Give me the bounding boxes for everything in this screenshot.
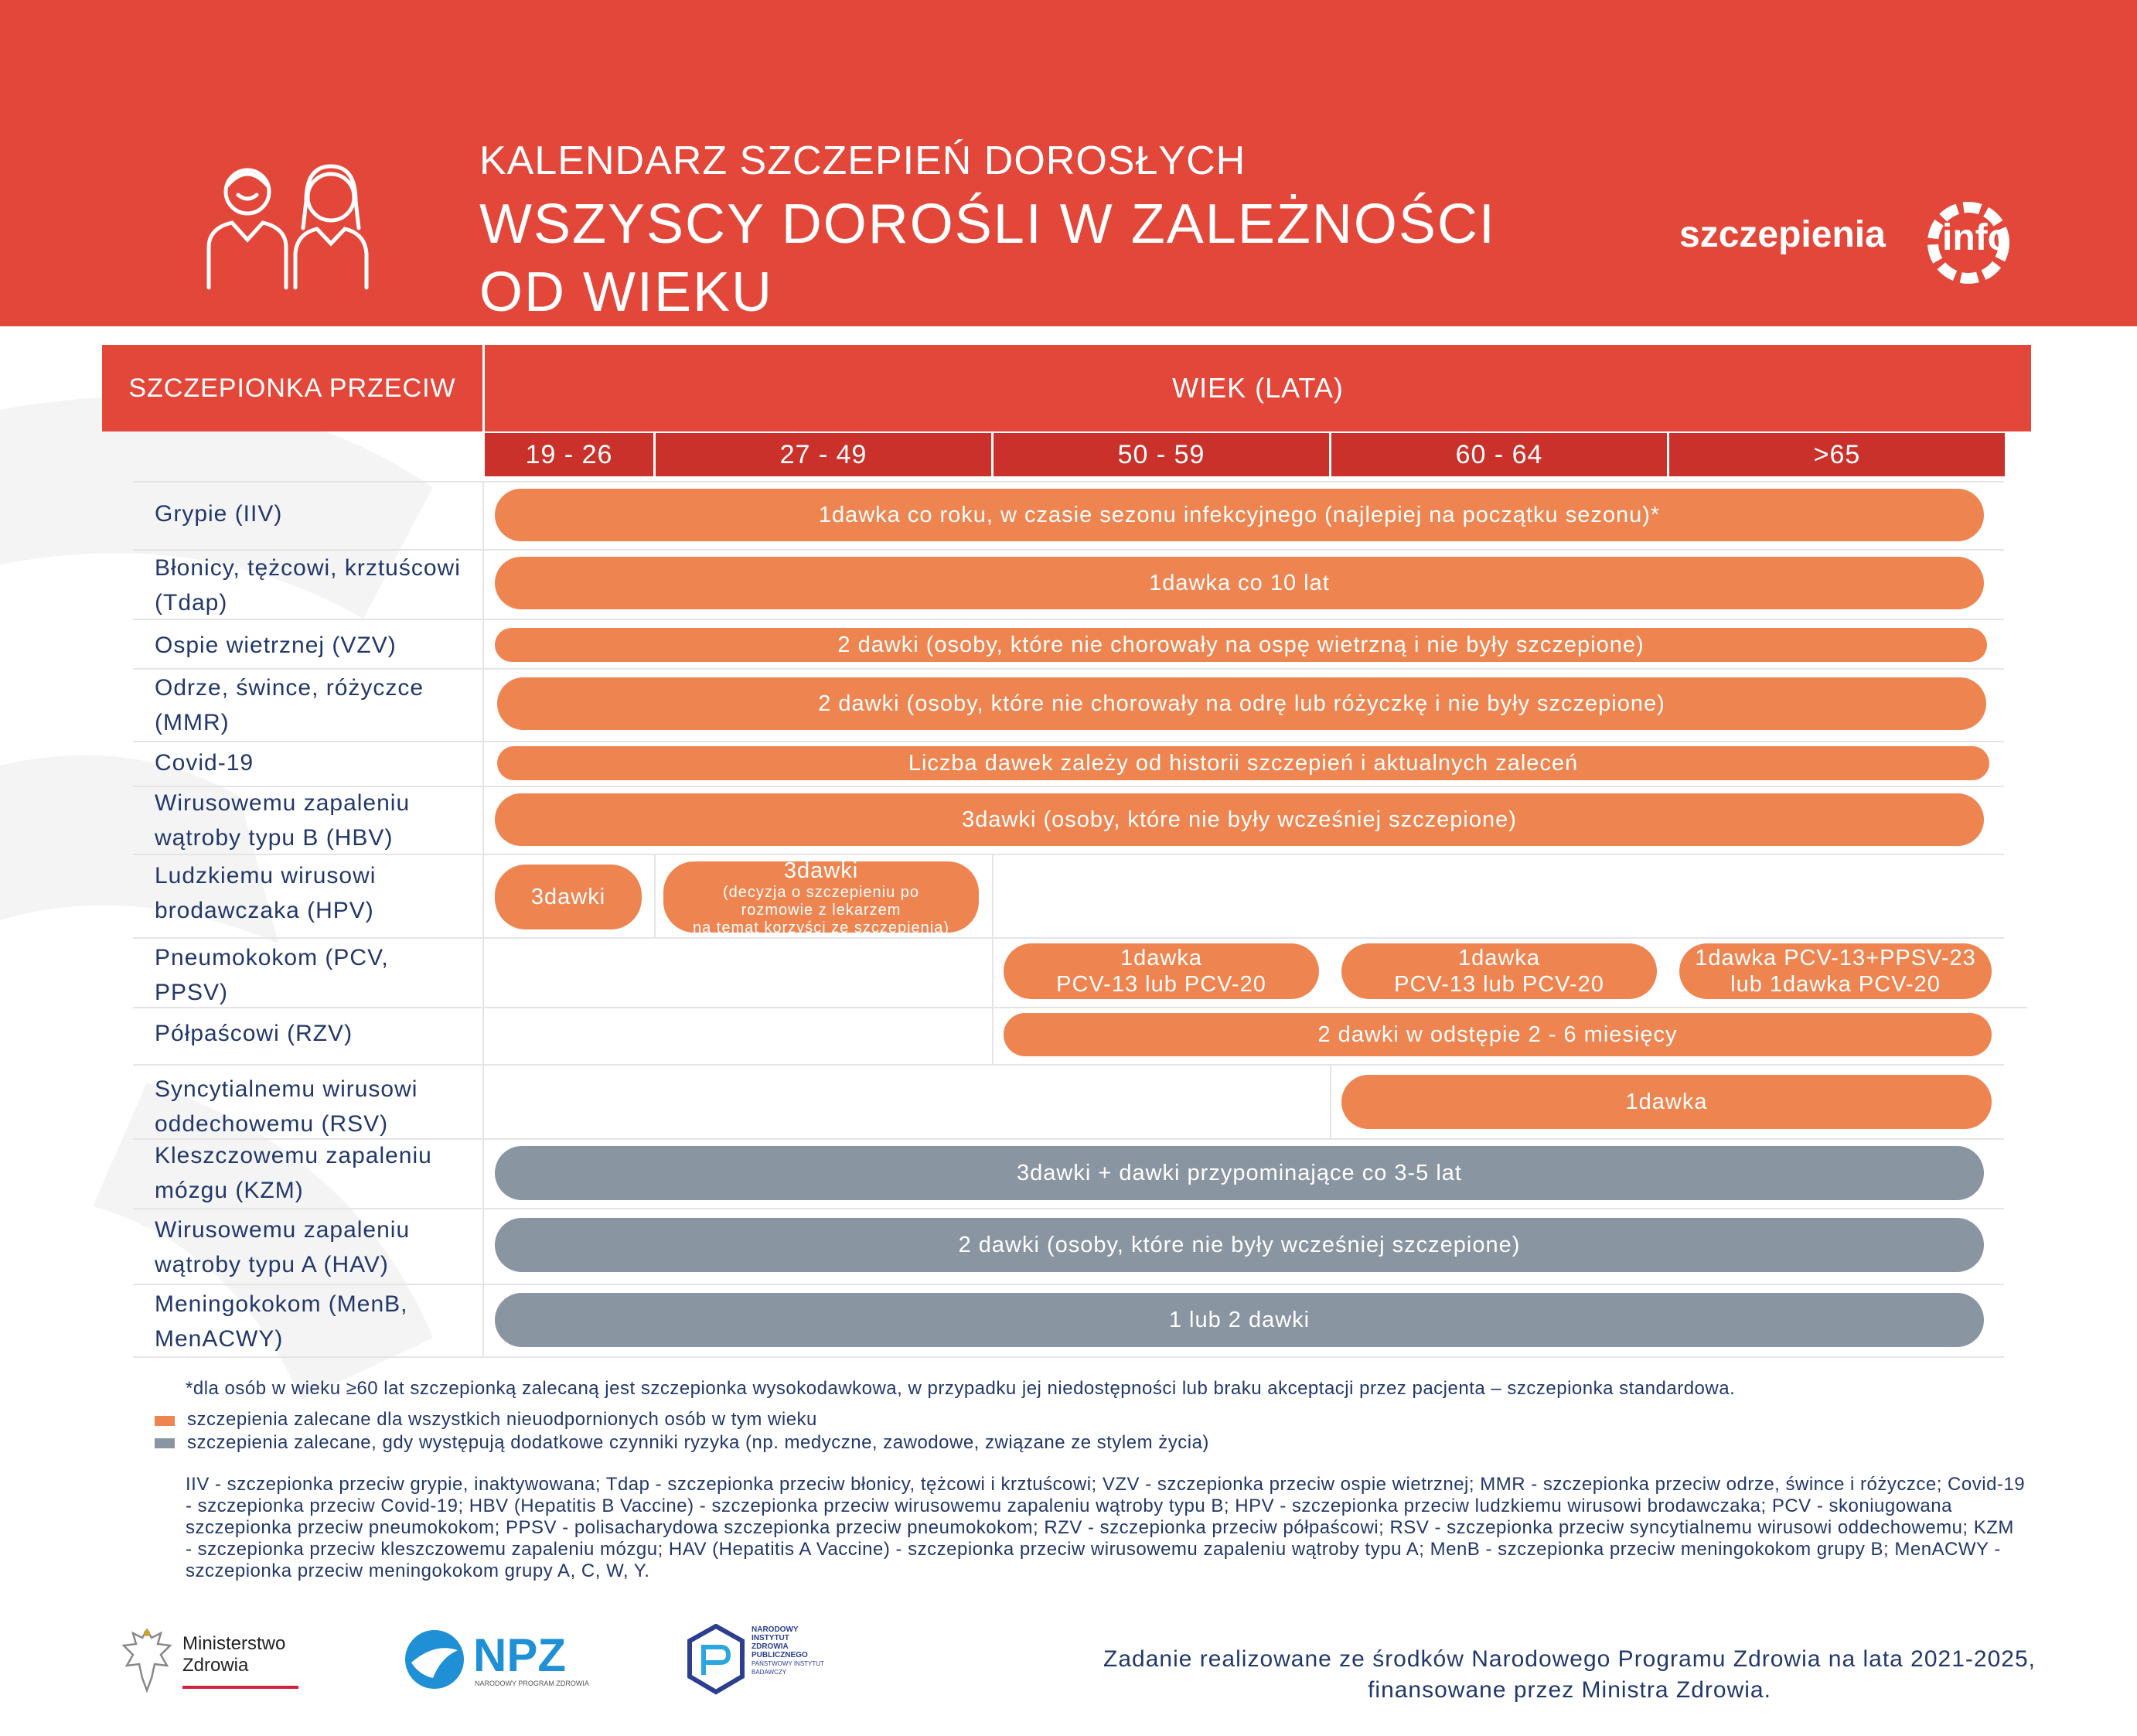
age-group-65-plus: >65 [1669, 433, 2005, 476]
ministry-line-1: Ministerstwo [182, 1633, 286, 1654]
szczepienia-info-logo[interactable] [1679, 200, 2019, 285]
legend-gray-text: szczepienia zalecane, gdy występują dodatkowe czynniki ryzyka (np. medyczne, zawodowe, związane ze stylem życia) [187, 1432, 1209, 1453]
schedule-bar-pcv-50-59 [1004, 943, 1319, 999]
nizp-line: ZDROWIA [752, 1642, 789, 1651]
schedule-bar-mmr: 2 dawki (osoby, które nie chorowały na odrę lub różyczkę i nie były szczepione) [497, 677, 1986, 730]
npz-drop-icon [402, 1627, 467, 1692]
vaccine-label-pcv: Pneumokokom (PCV, PPSV) [155, 945, 389, 1005]
schedule-bar-men: 1 lub 2 dawki [495, 1293, 1984, 1347]
npz-subtitle: NARODOWY PROGRAM ZDROWIA [475, 1680, 589, 1687]
vaccine-label-rsv: Syncytialnemu wirusowi oddechowemu (RSV) [155, 1076, 418, 1137]
pcv-bar-line-2: PCV-13 lub PCV-20 [1394, 972, 1604, 997]
npz-logo [402, 1627, 589, 1693]
pcv-bar-line-1: 1dawka PCV-13+PPSV-23 [1695, 946, 1976, 970]
column-divider [992, 854, 994, 1064]
nizp-line: PAŃSTWOWY INSTYTUT [752, 1660, 824, 1667]
abbreviations-text: IIV - szczepionka przeciw grypie, inaktywowana; Tdap - szczepionka przeciw błonicy, tężcowi i krztuścowi; VZV - szczepionka przeciw ospie wietrznej; MMR - szczepionka przeciw odrze, śwince i różyczce; Covid-19 - szczepionka przeciw Covid-19; HBV (Hepatitis B Vaccine) - szczepionka przeciw wirusowemu zapaleniu wątroby typu B; HPV - szczepionka przeciw ludzkiemu wirusowi brodawczaka; PCV - skoniugowana szczepionka przeciw pneumokokom; PPSV - polisacharydowa szczepionka przeciw pneumokokom; RZV - szczepionka przeciw półpaścowi; RSV - szczepionka przeciw syncytialnemu wirusowi oddechowemu; KZM - szczepionka przeciw kleszczowemu zapaleniu mózgu; HAV (Hepatitis A Vaccine) - szczepionka przeciw wirusowemu zapaleniu wątroby typu A; MenB - szczepionka przeciw meningokokom grupy B; MenACWY - szczepionka przeciw meningokokom grupy A, C, W, Y. [186, 1474, 2026, 1581]
vaccine-label-iiv: Grypie (IIV) [155, 501, 283, 527]
nizp-line: NARODOWY [752, 1625, 799, 1634]
schedule-bar-rsv: 1dawka [1341, 1075, 1992, 1129]
age-column-header: WIEK (LATA) [485, 345, 2031, 431]
row-divider [133, 1356, 2004, 1358]
schedule-bar-pcv-65-plus [1679, 943, 1992, 999]
schedule-bar-pcv-60-64 [1341, 943, 1657, 999]
row-divider [133, 1284, 2004, 1285]
schedule-bar-tdap: 1dawka co 10 lat [495, 557, 1984, 609]
schedule-bar-rzv: 2 dawki w odstępie 2 - 6 miesięcy [1004, 1013, 1992, 1056]
column-divider [482, 481, 484, 1356]
funding-line-2: finansowane przez Ministra Zdrowia. [1368, 1677, 1771, 1703]
ministry-logo-text [182, 1633, 285, 1676]
age-group-19-26: 19 - 26 [485, 433, 653, 476]
vaccine-label-men: Meningokokom (MenB, MenACWY) [155, 1291, 408, 1352]
vaccine-label-hbv: Wirusowemu zapaleniu wątroby typu B (HBV) [155, 790, 411, 851]
vaccine-column-header: SZCZEPIONKA PRZECIW [102, 345, 482, 431]
schedule-bar-vzv: 2 dawki (osoby, które nie chorowały na ospę wietrzną i nie były szczepione) [495, 628, 1987, 662]
schedule-bar-hav: 2 dawki (osoby, które nie były wcześniej szczepione) [495, 1218, 1984, 1272]
vaccine-label-rzv: Półpaścowi (RZV) [155, 1021, 353, 1046]
column-divider [1330, 1064, 1331, 1138]
nizp-text [752, 1625, 824, 1676]
legend-swatch-orange [155, 1416, 175, 1426]
nizp-line: INSTYTUT [752, 1634, 789, 1642]
row-divider [133, 1064, 2004, 1066]
vaccine-label-tdap: Błonicy, tężcowi, krztuścowi (Tdap) [155, 555, 461, 616]
pcv-bar-line-1: 1dawka [1120, 946, 1202, 970]
hpv-bar-note-3: na temat korzyści ze szczepienia) [692, 919, 949, 936]
logo-info-text: info [1942, 217, 2010, 258]
row-divider [133, 1208, 2004, 1209]
hpv-bar-note-1: (decyzja o szczepieniu po [722, 883, 919, 901]
schedule-bar-iiv: 1dawka co roku, w czasie sezonu infekcyjnego (najlepiej na początku sezonu)* [495, 489, 1984, 541]
pcv-bar-line-2: PCV-13 lub PCV-20 [1056, 972, 1266, 997]
legend-orange-text: szczepienia zalecane dla wszystkich nieuodpornionych osób w tym wieku [187, 1409, 817, 1430]
nizp-line: BADAWCZY [752, 1669, 787, 1676]
schedule-bar-covid: Liczba dawek zależy od historii szczepień i aktualnych zaleceń [497, 746, 1989, 780]
vaccine-label-vzv: Ospie wietrznej (VZV) [155, 633, 397, 658]
schedule-bar-kzm: 3dawki + dawki przypominające co 3-5 lat [495, 1146, 1984, 1200]
funding-line-1: Zadanie realizowane ze środków Narodowego Programu Zdrowia na lata 2021-2025, [1103, 1646, 2036, 1672]
schedule-bar-hpv-27-49 [663, 858, 979, 936]
npz-text: NPZ [473, 1629, 566, 1681]
pcv-bar-line-1: 1dawka [1458, 946, 1540, 970]
funding-note [1067, 1644, 2072, 1706]
ministry-logo-underline [182, 1686, 298, 1689]
logo-text: szczepienia [1679, 214, 1886, 255]
vaccine-label-hpv: Ludzkiemu wirusowi brodawczaka (HPV) [155, 863, 377, 923]
vaccine-label-hav: Wirusowemu zapaleniu wątroby typu A (HAV) [155, 1217, 411, 1277]
schedule-bar-hbv: 3dawki (osoby, które nie były wcześniej szczepione) [495, 793, 1984, 846]
vaccine-label-covid: Covid-19 [155, 750, 254, 776]
pcv-bar-line-2: lub 1dawka PCV-20 [1730, 972, 1941, 997]
hpv-bar-note-2: rozmowie z lekarzem [741, 901, 901, 919]
nizp-logo [687, 1624, 880, 1701]
ministry-line-2: Zdrowia [182, 1655, 249, 1676]
page-title: WSZYSCY DOROŚLI W ZALEŻNOŚCI OD WIEKU [479, 193, 1496, 323]
row-divider [133, 741, 2004, 742]
footnote: *dla osób w wieku ≥60 lat szczepionką zalecaną jest szczepionka wysokodawkowa, w przypadku jej niedostępności lub braku akceptacji przez pacjenta – szczepionka standardowa. [186, 1378, 1736, 1399]
age-group-27-49: 27 - 49 [656, 433, 991, 476]
vaccine-label-mmr: Odrze, śwince, różyczce (MMR) [155, 675, 424, 735]
age-group-50-59: 50 - 59 [994, 433, 1329, 476]
people-icon [201, 155, 379, 290]
age-group-60-64: 60 - 64 [1331, 433, 1667, 476]
row-divider [133, 481, 2004, 483]
row-divider [133, 937, 2004, 939]
column-divider [654, 854, 656, 937]
vaccine-label-kzm: Kleszczowemu zapaleniu mózgu (KZM) [155, 1143, 432, 1203]
hpv-bar-main: 3dawki [783, 858, 859, 883]
row-divider [133, 668, 2004, 670]
nizp-line: PUBLICZNEGO [752, 1651, 808, 1659]
header-kicker: KALENDARZ SZCZEPIEŃ DOROSŁYCH [479, 138, 1246, 183]
legend-swatch-gray [155, 1438, 175, 1448]
schedule-bar-hpv-19-26: 3dawki [495, 865, 642, 929]
nizp-hexagon-icon [687, 1624, 745, 1695]
